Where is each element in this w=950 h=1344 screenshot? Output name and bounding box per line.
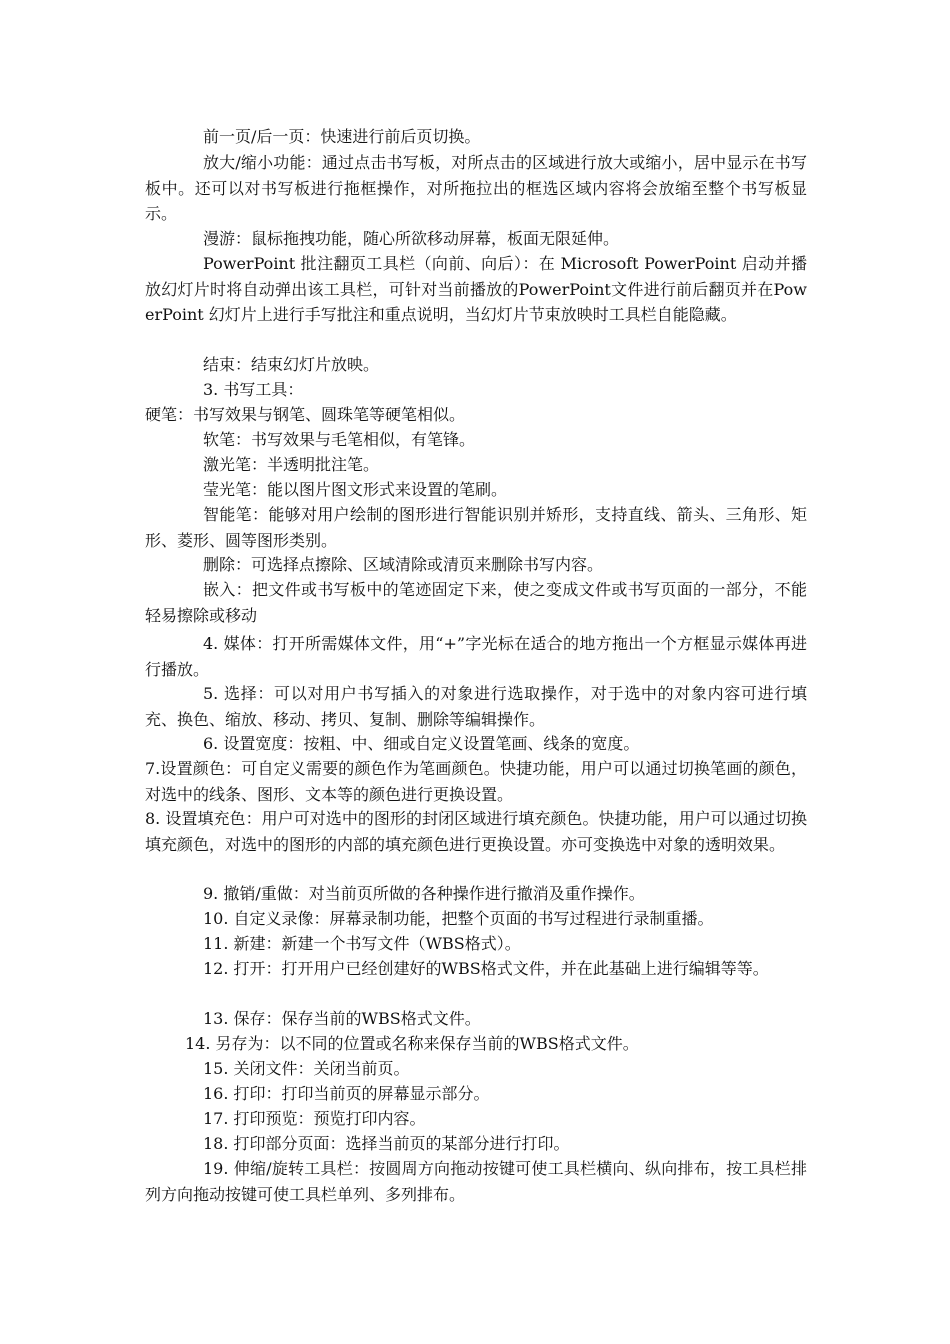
paragraph-laser-pen: 激光笔：半透明批注笔。 <box>203 455 380 474</box>
paragraph-prev-next-page: 前一页/后一页：快速进行前后页切换。 <box>203 127 481 146</box>
paragraph-set-color: 7.设置颜色：可自定义需要的颜色作为笔画颜色。快捷功能，用户可以通过切换笔画的颜色，对选中的线条、图形、文本等的颜色进行更换设置。 <box>145 759 807 804</box>
heading-writing-tools: 3. 书写工具： <box>203 380 304 399</box>
paragraph-close-file: 15. 关闭文件：关闭当前页。 <box>203 1059 410 1078</box>
paragraph-powerpoint-toolbar: PowerPoint 批注翻页工具栏（向前、向后）：在 Microsoft PowerPoint 启动并播放幻灯片时将自动弹出该工具栏，可针对当前播放的PowerPoint文件进行前后翻页并在PowerPoint 幻灯片上进行手写批注和重点说明，当幻灯片节束放映时工具栏自能隐藏。 <box>145 254 807 324</box>
paragraph-set-width: 6. 设置宽度：按粗、中、细或自定义设置笔画、线条的宽度。 <box>203 734 640 753</box>
paragraph-print-partial: 18. 打印部分页面：选择当前页的某部分进行打印。 <box>203 1134 570 1153</box>
paragraph-embed: 嵌入：把文件或书写板中的笔迹固定下来，使之变成文件或书写页面的一部分，不能轻易擦除或移动 <box>145 580 807 625</box>
paragraph-select: 5. 选择：可以对用户书写插入的对象进行选取操作，对于选中的对象内容可进行填充、换色、缩放、移动、拷贝、复制、删除等编辑操作。 <box>145 684 807 729</box>
paragraph-fill-color: 8. 设置填充色：用户可对选中的图形的封闭区域进行填充颜色。快捷功能，用户可以通过切换填充颜色，对选中的图形的内部的填充颜色进行更换设置。亦可变换选中对象的透明效果。 <box>145 809 807 854</box>
paragraph-zoom: 放大/缩小功能：通过点击书写板，对所点击的区域进行放大或缩小，居中显示在书写板中。还可以对书写板进行拖框操作，对所拖拉出的框选区域内容将会放缩至整个书写板显示。 <box>145 153 807 223</box>
paragraph-undo-redo: 9. 撤销/重做：对当前页所做的各种操作进行撤消及重作操作。 <box>203 884 645 903</box>
paragraph-save-as: 14. 另存为：以不同的位置或名称来保存当前的WBS格式文件。 <box>185 1034 639 1053</box>
paragraph-end-show: 结束：结束幻灯片放映。 <box>203 355 380 374</box>
paragraph-print: 16. 打印：打印当前页的屏幕显示部分。 <box>203 1084 490 1103</box>
paragraph-roam: 漫游：鼠标拖拽功能，随心所欲移动屏幕，板面无限延伸。 <box>203 229 620 248</box>
paragraph-print-preview: 17. 打印预览：预览打印内容。 <box>203 1109 426 1128</box>
paragraph-delete: 删除：可选择点擦除、区域清除或清页来删除书写内容。 <box>203 555 604 574</box>
paragraph-open: 12. 打开：打开用户已经创建好的WBS格式文件，并在此基础上进行编辑等等。 <box>203 959 769 978</box>
paragraph-highlighter: 莹光笔：能以图片图文形式来设置的笔刷。 <box>203 480 508 499</box>
paragraph-smart-pen: 智能笔：能够对用户绘制的图形进行智能识别并矫形，支持直线、箭头、三角形、矩形、菱形、圆等图形类别。 <box>145 505 807 550</box>
paragraph-hard-pen: 硬笔：书写效果与钢笔、圆珠笔等硬笔相似。 <box>145 405 466 424</box>
paragraph-toolbar-rotate: 19. 伸缩/旋转工具栏：按圆周方向拖动按键可使工具栏横向、纵向排布，按工具栏排列方向拖动按键可使工具栏单列、多列排布。 <box>145 1159 807 1204</box>
paragraph-soft-pen: 软笔：书写效果与毛笔相似，有笔锋。 <box>203 430 476 449</box>
paragraph-save: 13. 保存：保存当前的WBS格式文件。 <box>203 1009 481 1028</box>
paragraph-new: 11. 新建：新建一个书写文件（WBS格式）。 <box>203 934 521 953</box>
paragraph-custom-recording: 10. 自定义录像：屏幕录制功能，把整个页面的书写过程进行录制重播。 <box>203 909 714 928</box>
paragraph-media: 4. 媒体：打开所需媒体文件，用“+”字光标在适合的地方拖出一个方框显示媒体再进行播放。 <box>145 634 807 679</box>
